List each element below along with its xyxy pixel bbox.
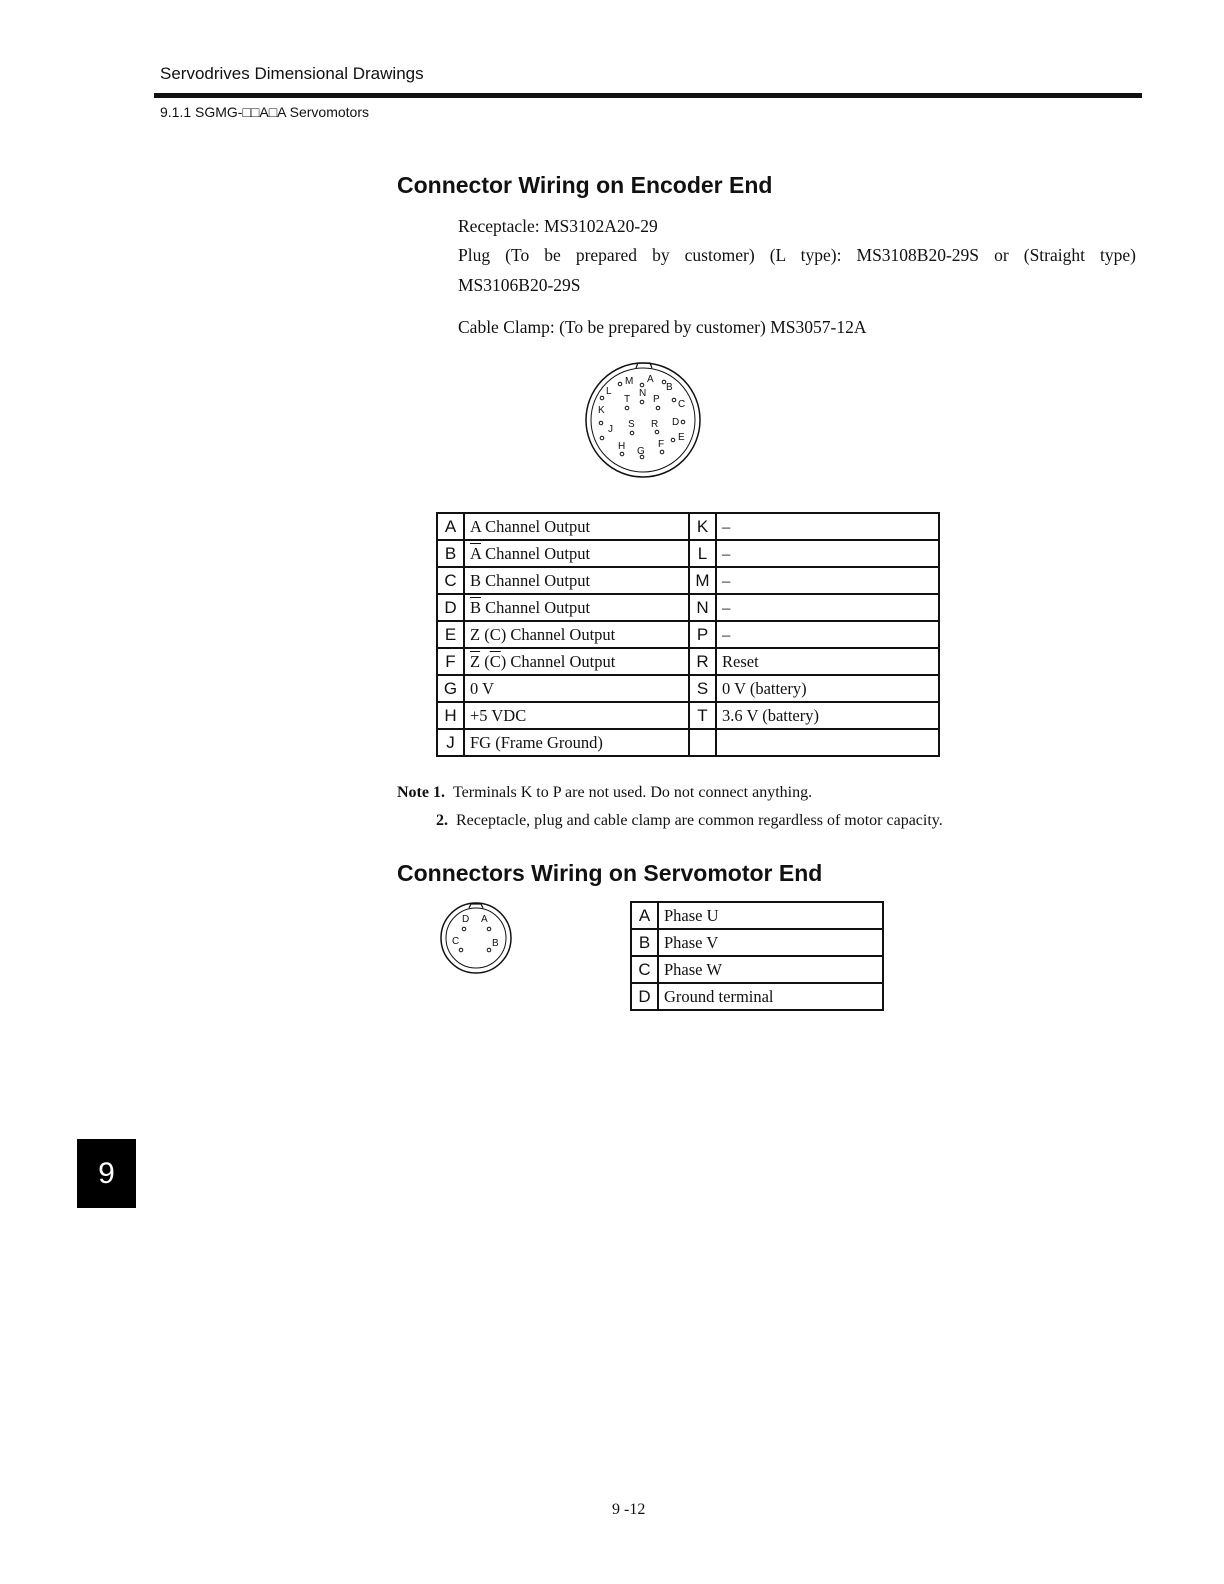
pin-label-P: P xyxy=(653,394,660,405)
receptacle-spec: Receptacle: MS3102A20-29 xyxy=(458,216,658,236)
header-rule xyxy=(154,93,1142,98)
pin-code: S xyxy=(689,675,716,702)
signal-name: 0 V (battery) xyxy=(716,675,939,702)
phase-name: Phase W xyxy=(658,956,883,983)
encoder-connector-diagram xyxy=(580,360,708,484)
signal-text: ( xyxy=(480,651,490,671)
signal-name: 0 V xyxy=(464,675,689,702)
signal-name: A Channel Output xyxy=(464,513,689,540)
table-row xyxy=(437,675,939,702)
running-header-subsection: 9.1.1 SGMG-□□A□A Servomotors xyxy=(160,104,369,120)
pin-label-D: D xyxy=(462,914,470,925)
signal-name: Z (C) Channel Output xyxy=(464,621,689,648)
note-2-text: Receptacle, plug and cable clamp are common regardless of motor capacity. xyxy=(456,812,943,829)
pin-code: C xyxy=(631,956,658,983)
pin-label-G: G xyxy=(637,446,645,457)
phase-name: Phase U xyxy=(658,902,883,929)
table-row xyxy=(437,621,939,648)
pin-code xyxy=(689,729,716,756)
pin-label-L: L xyxy=(606,386,612,397)
pin-code: A xyxy=(631,902,658,929)
page-number: 9 -12 xyxy=(612,1501,646,1518)
pin-code: R xyxy=(689,648,716,675)
pin-label-B: B xyxy=(492,938,499,949)
pin-code: B xyxy=(437,540,464,567)
signal-name: 3.6 V (battery) xyxy=(716,702,939,729)
signal-name xyxy=(464,648,689,675)
signal-text: Channel Output xyxy=(481,543,591,563)
pin-code: C xyxy=(437,567,464,594)
plug-spec-continued: MS3106B20-29S xyxy=(458,275,581,295)
signal-name xyxy=(464,540,689,567)
pin-code: G xyxy=(437,675,464,702)
pin-label-C: C xyxy=(452,936,460,947)
pin-label-A: A xyxy=(481,914,488,925)
pin-code: J xyxy=(437,729,464,756)
table-row xyxy=(631,929,883,956)
phase-name: Ground terminal xyxy=(658,983,883,1010)
table-row xyxy=(437,702,939,729)
pin-label-T: T xyxy=(624,394,631,405)
signal-name: – xyxy=(716,594,939,621)
signal-name: B Channel Output xyxy=(464,567,689,594)
pin-label-B: B xyxy=(666,382,673,393)
pin-label-M: M xyxy=(625,376,634,387)
table-row xyxy=(437,567,939,594)
pin-code: E xyxy=(437,621,464,648)
pin-label-J: J xyxy=(608,424,613,435)
table-row xyxy=(437,594,939,621)
pin-code: H xyxy=(437,702,464,729)
servomotor-wiring-table xyxy=(630,901,884,1011)
encoder-wiring-table xyxy=(436,512,940,757)
signal-name: – xyxy=(716,540,939,567)
table-row xyxy=(437,513,939,540)
signal-name: – xyxy=(716,567,939,594)
note-label: Note 1. xyxy=(397,784,445,801)
pin-code: A xyxy=(437,513,464,540)
pin-label-R: R xyxy=(651,419,659,430)
pin-code: B xyxy=(631,929,658,956)
pin-label-K: K xyxy=(598,405,605,416)
pin-label-H: H xyxy=(618,441,626,452)
signal-name: Reset xyxy=(716,648,939,675)
signal-name xyxy=(716,729,939,756)
note-2 xyxy=(436,812,943,830)
pin-code: P xyxy=(689,621,716,648)
pin-code: D xyxy=(631,983,658,1010)
cable-clamp-spec: Cable Clamp: (To be prepared by customer) MS3057-12A xyxy=(458,317,867,337)
pin-label-A: A xyxy=(647,374,654,385)
pin-code: F xyxy=(437,648,464,675)
note-1-text: Terminals K to P are not used. Do not connect anything. xyxy=(452,784,813,801)
chapter-tab: 9 xyxy=(77,1139,136,1208)
pin-code: K xyxy=(689,513,716,540)
servomotor-section-title: Connectors Wiring on Servomotor End xyxy=(397,860,823,886)
overline-char: $\overline{Z}$ xyxy=(470,651,481,671)
pin-code: T xyxy=(689,702,716,729)
pin-code: L xyxy=(689,540,716,567)
note-1 xyxy=(397,784,812,802)
pin-code: M xyxy=(689,567,716,594)
plug-spec: Plug (To be prepared by customer) (L type): MS3108B20-29S or (Straight type) xyxy=(458,245,1136,265)
table-row xyxy=(437,648,939,675)
pin-label-N: N xyxy=(639,388,647,399)
pin-label-S: S xyxy=(628,419,635,430)
pin-code: D xyxy=(437,594,464,621)
overline-char: $\overline{A}$ xyxy=(470,543,482,563)
pin-label-D: D xyxy=(672,417,680,428)
signal-name: +5 VDC xyxy=(464,702,689,729)
table-row xyxy=(437,540,939,567)
signal-name: FG (Frame Ground) xyxy=(464,729,689,756)
pin-label-F: F xyxy=(658,439,665,450)
signal-name: – xyxy=(716,513,939,540)
note-2-number: 2. xyxy=(436,812,448,829)
servomotor-connector-diagram xyxy=(436,902,518,976)
table-row xyxy=(631,956,883,983)
signal-name: – xyxy=(716,621,939,648)
encoder-section-title: Connector Wiring on Encoder End xyxy=(397,172,773,198)
signal-text: ) Channel Output xyxy=(500,651,616,671)
table-row xyxy=(437,729,939,756)
pin-label-E: E xyxy=(678,432,685,443)
table-row xyxy=(631,983,883,1010)
phase-name: Phase V xyxy=(658,929,883,956)
signal-name xyxy=(464,594,689,621)
signal-text: Channel Output xyxy=(481,597,591,617)
overline-char: $\overline{C}$ xyxy=(489,651,501,671)
table-row xyxy=(631,902,883,929)
pin-label-C: C xyxy=(678,399,686,410)
overline-char: $\overline{B}$ xyxy=(470,597,482,617)
pin-code: N xyxy=(689,594,716,621)
running-header-title: Servodrives Dimensional Drawings xyxy=(160,64,424,83)
